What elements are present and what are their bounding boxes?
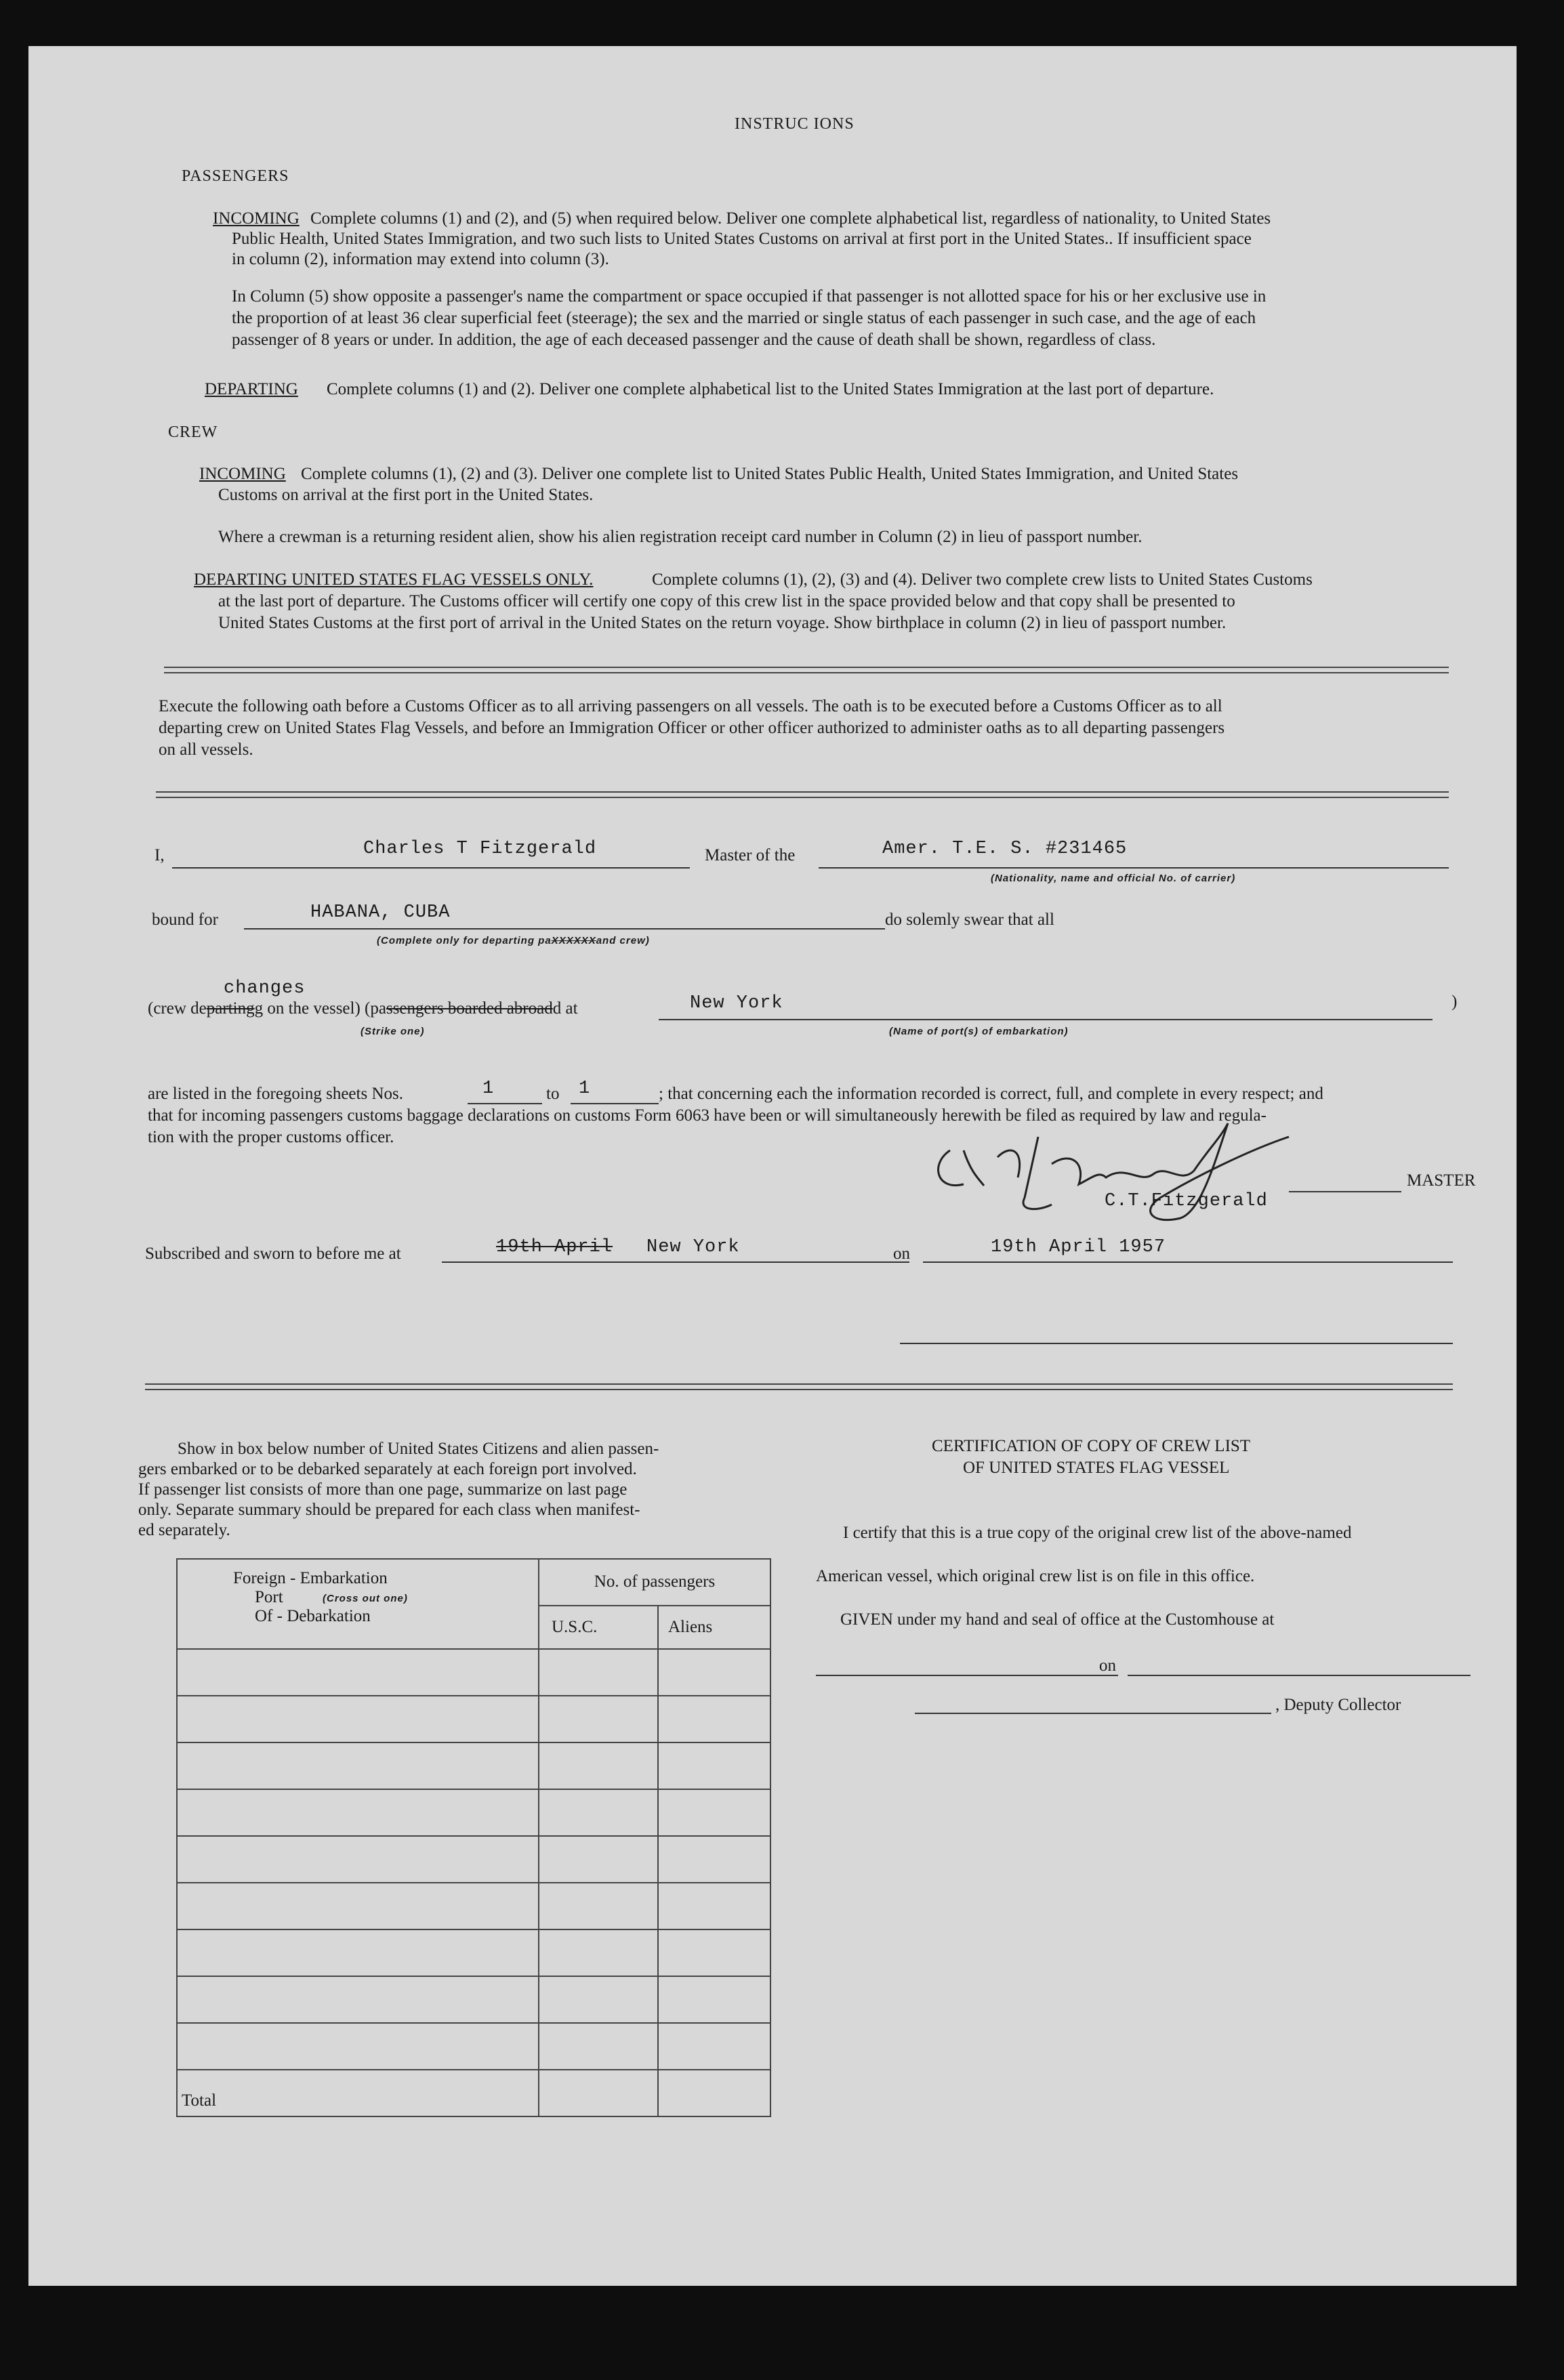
swear-text: do solemly swear that all: [885, 911, 1054, 929]
usc-cell[interactable]: [539, 1976, 658, 2023]
crew-departing-line-1: Complete columns (1), (2), (3) and (4). Deliver two complete crew lists to United States Customs: [652, 570, 1313, 589]
crew-passenger-clause: (crew departingg on the vessel) (passengers boarded abroadd at: [148, 999, 578, 1018]
aliens-header: Aliens: [658, 1606, 770, 1650]
table-row: [177, 1929, 770, 1976]
certify-line-1: I certify that this is a true copy of the original crew list of the above-named: [843, 1524, 1352, 1542]
sheet-to-line: [571, 1103, 659, 1104]
sheets-label: are listed in the foregoing sheets Nos.: [148, 1085, 403, 1103]
certification-date-line: [1128, 1675, 1470, 1676]
close-paren: ): [1452, 993, 1458, 1011]
table-row: [177, 1696, 770, 1742]
port-cell[interactable]: [177, 1789, 539, 1836]
sheets-rest: ; that concerning each the information recorded is correct, full, and complete in every respect; and: [659, 1085, 1323, 1103]
usc-cell[interactable]: [539, 1836, 658, 1883]
bound-caption: (Complete only for departing paXXXXXXand crew): [377, 935, 650, 946]
master-name: Charles T Fitzgerald: [363, 839, 597, 859]
aliens-cell[interactable]: [658, 1976, 770, 2023]
table-row: [177, 2023, 770, 2070]
total-row: [177, 2070, 770, 2116]
sworn-date-line: [923, 1261, 1453, 1263]
port-header-line-2: Port: [255, 1588, 283, 1606]
officer-sign-line: [900, 1343, 1453, 1344]
summary-instructions-line-5: ed separately.: [138, 1521, 230, 1539]
given-line: GIVEN under my hand and seal of office at the Customhouse at: [840, 1610, 1275, 1629]
usc-total-cell[interactable]: [539, 2070, 658, 2116]
port-line: [659, 1019, 1433, 1020]
crew-departing-label: DEPARTING UNITED STATES FLAG VESSELS ONLY.: [194, 570, 594, 589]
customhouse-line: [816, 1675, 1118, 1676]
port-header-line-1: Foreign - Embarkation: [233, 1569, 388, 1587]
passengers-incoming-line-1: Complete columns (1) and (2), and (5) when required below. Deliver one complete alphabetical list, regardless of nationality, to United States: [310, 209, 1271, 228]
document-page: [28, 46, 1517, 2286]
total-label: Total: [177, 2070, 539, 2116]
port-header-line-3: Of - Debarkation: [255, 1607, 371, 1625]
passengers-heading: PASSENGERS: [182, 167, 289, 185]
master-name-line: [172, 867, 690, 869]
master-of-label: Master of the: [705, 846, 796, 864]
column5-line-2: the proportion of at least 36 clear superficial feet (steerage); the sex and the married or single status of each passenger in such case, and the age of each: [232, 309, 1256, 327]
port-cell[interactable]: [177, 1929, 539, 1976]
crew-heading: CREW: [168, 423, 218, 441]
vessel-name: Amer. T.E. S. #231465: [882, 839, 1128, 859]
typed-signature: C.T.Fitzgerald: [1105, 1191, 1268, 1211]
sworn-date: 19th April 1957: [991, 1237, 1166, 1257]
passengers-departing-label: DEPARTING: [205, 380, 298, 398]
vessel-caption: (Nationality, name and official No. of carrier): [991, 873, 1236, 884]
crew-incoming-line-1: Complete columns (1), (2) and (3). Deliver one complete list to United States Public Health, United States Immigration, and United States: [301, 465, 1239, 483]
document-title: INSTRUC IONS: [735, 115, 855, 133]
usc-cell[interactable]: [539, 1696, 658, 1742]
declaration-line-3: tion with the proper customs officer.: [148, 1128, 394, 1146]
usc-cell[interactable]: [539, 1883, 658, 1929]
passengers-incoming-label: INCOMING: [213, 209, 300, 228]
summary-instructions-line-3: If passenger list consists of more than one page, summarize on last page: [138, 1480, 627, 1499]
port-caption: (Name of port(s) of embarkation): [889, 1026, 1069, 1037]
section-divider-1: [164, 667, 1449, 673]
port-cell[interactable]: [177, 1696, 539, 1742]
sheet-from: 1: [482, 1079, 495, 1099]
master-sign-line: [1289, 1191, 1401, 1192]
table-row: [177, 1836, 770, 1883]
passengers-departing-text: Complete columns (1) and (2). Deliver one complete alphabetical list to the United States Immigration at the last port of departure.: [327, 380, 1214, 398]
port-cell[interactable]: [177, 2023, 539, 2070]
section-divider-3: [145, 1383, 1453, 1390]
table-row: [177, 1742, 770, 1789]
table-row: [177, 1883, 770, 1929]
section-divider-2: [156, 791, 1449, 798]
master-signature: [923, 1110, 1343, 1232]
oath-i-label: I,: [155, 846, 165, 864]
oath-instructions-line-1: Execute the following oath before a Customs Officer as to all arriving passengers on all vessels. The oath is to be executed before a Customs Officer as to all: [159, 697, 1222, 715]
aliens-cell[interactable]: [658, 2023, 770, 2070]
aliens-cell[interactable]: [658, 1696, 770, 1742]
resident-alien-text: Where a crewman is a returning resident alien, show his alien registration receipt card number in Column (2) in lieu of passport number.: [218, 528, 1143, 546]
passengers-incoming-line-2: Public Health, United States Immigration, and two such lists to United States Customs on arrival at first port in the United States.. If insufficient space: [232, 230, 1252, 248]
column5-line-1: In Column (5) show opposite a passenger's name the compartment or space occupied if that passenger is not allotted space for his or her exclusive use in: [232, 287, 1267, 306]
port-cell[interactable]: [177, 1976, 539, 2023]
port-header-caption: (Cross out one): [323, 1593, 408, 1604]
passenger-summary-table: [176, 1558, 771, 2117]
declaration-line-2: that for incoming passengers customs baggage declarations on customs Form 6063 have been or will simultaneously herewith be filed as required by law and regula-: [148, 1106, 1267, 1125]
strike-caption: (Strike one): [361, 1026, 425, 1037]
sheet-from-line: [468, 1103, 542, 1104]
bound-for-label: bound for: [152, 911, 218, 929]
master-label: MASTER: [1407, 1171, 1476, 1190]
certify-line-2: American vessel, which original crew list is on file in this office.: [816, 1567, 1255, 1585]
summary-instructions-line-4: only. Separate summary should be prepared for each class when manifest-: [138, 1501, 640, 1519]
aliens-cell[interactable]: [658, 1742, 770, 1789]
crew-departing-line-3: United States Customs at the first port of arrival in the United States on the return voyage. Show birthplace in column (2) in lieu of passport number.: [218, 614, 1227, 632]
embarkation-port: New York: [690, 993, 783, 1014]
port-cell[interactable]: [177, 1649, 539, 1696]
aliens-cell[interactable]: [658, 1836, 770, 1883]
usc-cell[interactable]: [539, 1649, 658, 1696]
subscribed-label: Subscribed and sworn to before me at: [145, 1245, 401, 1263]
certification-on-label: on: [1099, 1656, 1116, 1675]
port-cell[interactable]: [177, 1742, 539, 1789]
destination: HABANA, CUBA: [310, 902, 451, 923]
oath-instructions-line-3: on all vessels.: [159, 740, 253, 759]
certification-title-line-2: OF UNITED STATES FLAG VESSEL: [963, 1459, 1230, 1477]
destination-line: [244, 928, 885, 930]
port-cell[interactable]: [177, 1836, 539, 1883]
aliens-cell[interactable]: [658, 1883, 770, 1929]
usc-cell[interactable]: [539, 1929, 658, 1976]
sworn-struck: 19th April: [496, 1237, 613, 1257]
passengers-incoming-line-3: in column (2), information may extend into column (3).: [232, 250, 609, 268]
crew-incoming-line-2: Customs on arrival at the first port in the United States.: [218, 486, 594, 504]
usc-header: U.S.C.: [539, 1606, 658, 1650]
summary-instructions-line-2: gers embarked or to be debarked separately at each foreign port involved.: [138, 1460, 637, 1478]
deputy-collector-label: , Deputy Collector: [1275, 1696, 1401, 1714]
aliens-cell[interactable]: [658, 1789, 770, 1836]
sworn-place: New York: [646, 1237, 740, 1257]
oath-instructions-line-2: departing crew on United States Flag Vessels, and before an Immigration Officer or other officer authorized to administer oaths as to all departing passengers: [159, 719, 1225, 737]
table-row: [177, 1976, 770, 2023]
changes-insert: changes: [224, 978, 306, 999]
port-cell[interactable]: [177, 1883, 539, 1929]
to-label: to: [546, 1085, 560, 1103]
table-row: [177, 1789, 770, 1836]
certification-title-line-1: CERTIFICATION OF COPY OF CREW LIST: [932, 1437, 1251, 1455]
table-row: [177, 1649, 770, 1696]
usc-cell[interactable]: [539, 1789, 658, 1836]
column5-line-3: passenger of 8 years or under. In addition, the age of each deceased passenger and the cause of death shall be shown, regardless of class.: [232, 331, 1156, 349]
crew-incoming-label: INCOMING: [199, 465, 286, 483]
aliens-cell[interactable]: [658, 1649, 770, 1696]
summary-instructions-line-1: Show in box below number of United States Citizens and alien passen-: [178, 1440, 659, 1458]
aliens-total-cell[interactable]: [658, 2070, 770, 2116]
sworn-on-label: on: [893, 1245, 910, 1263]
usc-cell[interactable]: [539, 2023, 658, 2070]
port-column-header: [177, 1559, 539, 1649]
passengers-count-header: No. of passengers: [539, 1559, 770, 1606]
aliens-cell[interactable]: [658, 1929, 770, 1976]
usc-cell[interactable]: [539, 1742, 658, 1789]
deputy-sign-line: [915, 1713, 1271, 1714]
sworn-place-line: [442, 1261, 909, 1263]
sheet-to: 1: [579, 1079, 591, 1099]
crew-departing-line-2: at the last port of departure. The Customs officer will certify one copy of this crew list in the space provided below and that copy shall be presented to: [218, 592, 1235, 610]
